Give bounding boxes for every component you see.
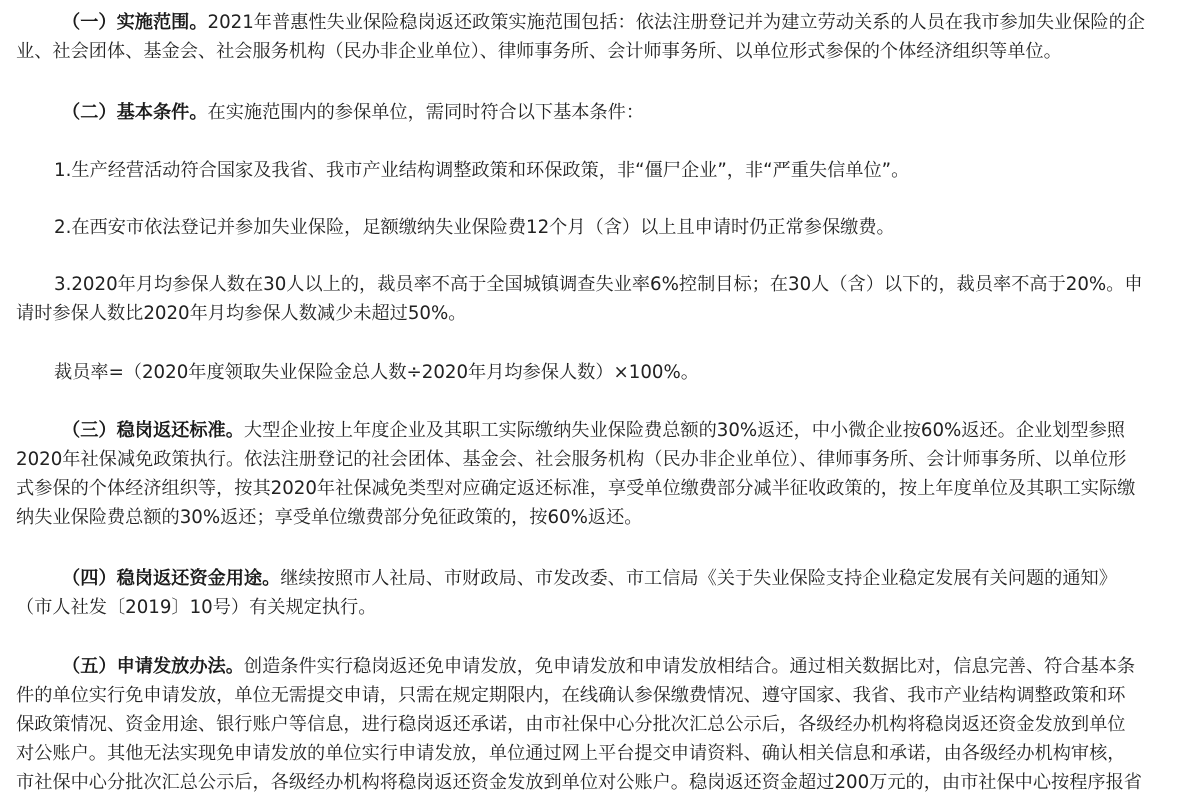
section-standard-text-4: 纳失业保险费总额的30%返还；享受单位缴费部分免征政策的，按60%返还。	[16, 507, 643, 528]
section-fund-use	[16, 564, 1186, 622]
section-scope-text-1: 2021年普惠性失业保险稳岗返还政策实施范围包括：依法注册登记并为建立劳动关系的人员在我市参加失业保险的企	[207, 12, 1145, 33]
section-scope-heading: （一）实施范围。	[62, 12, 208, 33]
section-application	[16, 652, 1186, 797]
condition-2-text: 2.在西安市依法登记并参加失业保险，足额缴纳失业保险费12个月（含）以上且申请时仍正常参保缴费。	[54, 217, 895, 238]
section-standard-text-3: 式参保的个体经济组织等，按其2020年社保减免类型对应确定返还标准，享受单位缴费部分减半征收政策的，按上年度单位及其职工实际缴	[16, 478, 1136, 499]
section-conditions-heading: （二）基本条件。	[62, 102, 208, 123]
section-scope-text-2: 业、社会团体、基金会、社会服务机构（民办非企业单位）、律师事务所、会计师事务所、以单位形式参保的个体经济组织等单位。	[16, 41, 1062, 62]
section-fund-use-heading: （四）稳岗返还资金用途。	[62, 568, 281, 589]
layoff-rate-formula-text: 裁员率=（2020年度领取失业保险金总人数÷2020年月均参保人数）×100%。	[54, 362, 699, 383]
section-fund-use-text-2: （市人社发〔2019〕10号）有关规定执行。	[16, 597, 377, 618]
condition-3-text-1: 3.2020年月均参保人数在30人以上的，裁员率不高于全国城镇调查失业率6%控制目标；在30人（含）以下的，裁员率不高于20%。申	[54, 274, 1143, 295]
section-application-heading: （五）申请发放办法。	[62, 656, 244, 677]
section-conditions	[16, 98, 1186, 127]
section-application-text-5: 市社保中心分批次汇总公示后，各级经办机构将稳岗返还资金发放到单位对公账户。稳岗返还资金超过200万元的，由市社保中心按程序报省	[16, 772, 1142, 793]
condition-1	[16, 156, 1186, 185]
section-standard-text-2: 2020年社保减免政策执行。依法注册登记的社会团体、基金会、社会服务机构（民办非企业单位）、律师事务所、会计师事务所、以单位形	[16, 449, 1127, 470]
condition-3	[16, 270, 1186, 328]
section-application-text-3: 保政策情况、资金用途、银行账户等信息，进行稳岗返还承诺，由市社保中心分批次汇总公示后，各级经办机构将稳岗返还资金发放到单位	[16, 714, 1126, 735]
section-application-text-2: 件的单位实行免申请发放，单位无需提交申请，只需在规定期限内，在线确认参保缴费情况、遵守国家、我省、我市产业结构调整政策和环	[16, 685, 1126, 706]
section-fund-use-text-1: 继续按照市人社局、市财政局、市发改委、市工信局《关于失业保险支持企业稳定发展有关问题的通知》	[280, 568, 1117, 589]
section-standard-text-1: 大型企业按上年度企业及其职工实际缴纳失业保险费总额的30%返还，中小微企业按60%返还。企业划型参照	[243, 420, 1125, 441]
section-application-text-1: 创造条件实行稳岗返还免申请发放，免申请发放和申请发放相结合。通过相关数据比对，信息完善、符合基本条	[243, 656, 1136, 677]
section-scope	[16, 8, 1186, 66]
section-application-text-4: 对公账户。其他无法实现免申请发放的单位实行申请发放，单位通过网上平台提交申请资料、确认相关信息和承诺，由各级经办机构审核，	[16, 743, 1126, 764]
section-standard	[16, 416, 1186, 532]
condition-2	[16, 213, 1186, 242]
section-standard-heading: （三）稳岗返还标准。	[62, 420, 244, 441]
condition-3-text-2: 请时参保人数比2020年月均参保人数减少未超过50%。	[16, 303, 467, 324]
layoff-rate-formula	[16, 358, 1186, 387]
condition-1-text: 1.生产经营活动符合国家及我省、我市产业结构调整政策和环保政策，非“僵尸企业”，非“严重失信单位”。	[54, 160, 910, 181]
section-conditions-text-1: 在实施范围内的参保单位，需同时符合以下基本条件：	[207, 102, 645, 123]
